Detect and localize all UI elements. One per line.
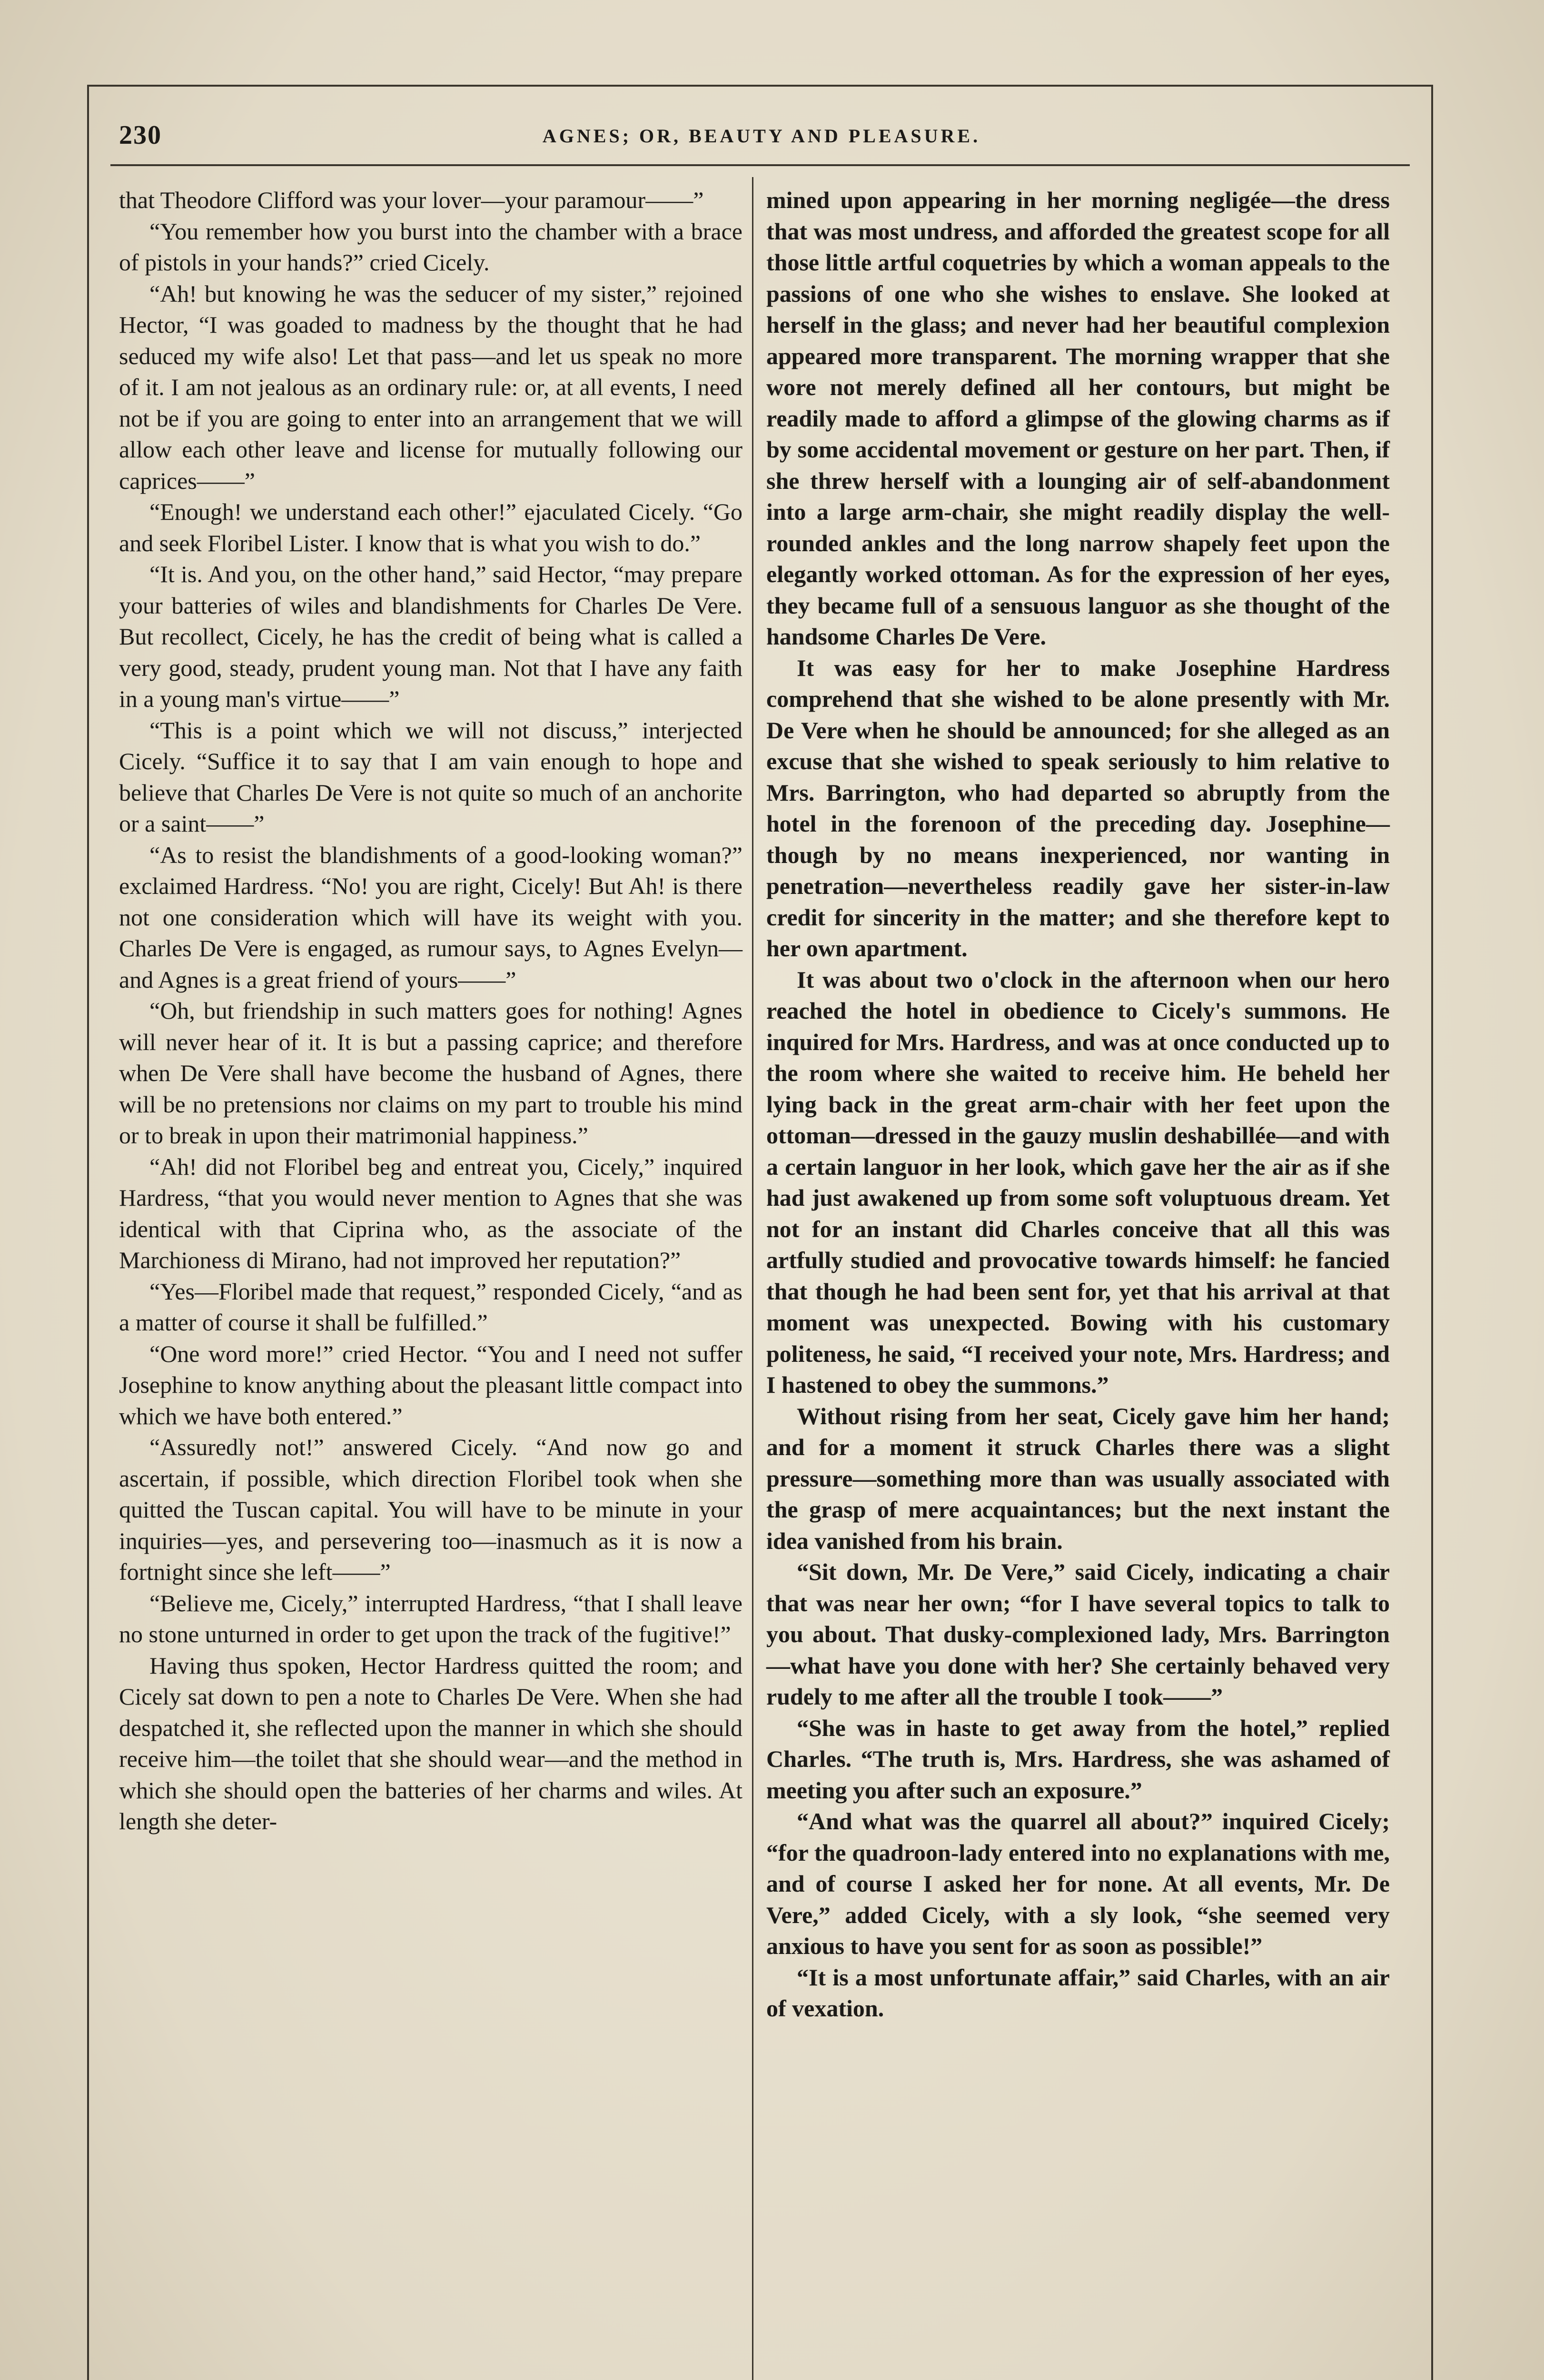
paragraph: “You remember how you burst into the chamber with a brace of pistols in your hands?” cried Cicely. <box>119 218 742 276</box>
paragraph: “Oh, but friendship in such matters goes for nothing! Agnes will never hear of it. It is but a passing caprice; and therefore when De Vere shall have become the husband of Agnes, there will be no pretensions nor claims on my part to trouble his mind or to break in upon their matrimonial happiness.” <box>119 997 742 1149</box>
paragraph: “Believe me, Cicely,” interrupted Hardress, “that I shall leave no stone unturned in order to get upon the track of the fugitive!” <box>119 1589 742 1647</box>
paragraph: Without rising from her seat, Cicely gave him her hand; and for a moment it struck Charles there was a slight pressure—something more than was usually associated with the grasp of mere acquaintances; but the next instant the idea vanished from his brain. <box>766 1402 1390 1554</box>
paragraph: “Yes—Floribel made that request,” responded Cicely, “and as a matter of course it shall be fulfilled.” <box>119 1278 742 1336</box>
paragraph: “And what was the quarrel all about?” inquired Cicely; “for the quadroon-lady entered into no explanations with me, and of course I asked her for none. At all events, Mr. De Vere,” added Cicely, with a sly look, “she seemed very anxious to have you sent for as soon as possible!” <box>766 1808 1390 1959</box>
paragraph: “Ah! did not Floribel beg and entreat you, Cicely,” inquired Hardress, “that you would never mention to Agnes that she was identical with that Ciprina who, as the associate of the Marchioness di Mirano, had not improved her reputation?” <box>119 1153 742 1273</box>
left-column <box>119 185 742 1837</box>
paragraph: “Sit down, Mr. De Vere,” said Cicely, indicating a chair that was near her own; “for I have several topics to talk to you about. That dusky-complexioned lady, Mrs. Barrington—what have you done with her? She certainly behaved very rudely to me after all the trouble I took——” <box>766 1558 1390 1710</box>
paragraph: Having thus spoken, Hector Hardress quitted the room; and Cicely sat down to pen a note to Charles De Vere. When she had despatched it, she reflected upon the manner in which she should receive him—the toilet that she should wear—and the method in which she should open the batteries of her charms and wiles. At length she deter- <box>119 1652 742 1835</box>
paragraph: It was about two o'clock in the afternoon when our hero reached the hotel in obedience to Cicely's summons. He inquired for Mrs. Hardress, and was at once conducted up to the room where she waited to receive him. He beheld her lying back in the great arm-chair with her feet upon the ottoman—dressed in the gauzy muslin deshabillée—and with a certain languor in her look, which gave her the air as if she had just awakened up from some soft voluptuous dream. Yet not for an instant did Charles conceive that all this was artfully studied and provocative towards himself: he fancied that though he had been sent for, yet that his arrival at that moment was unexpected. Bowing with his customary politeness, he said, “I received your note, Mrs. Hardress; and I hastened to obey the summons.” <box>766 966 1390 1398</box>
paragraph: “Enough! we understand each other!” ejaculated Cicely. “Go and seek Floribel Lister. I know that is what you wish to do.” <box>119 498 742 556</box>
paragraph: “It is a most unfortunate affair,” said Charles, with an air of vexation. <box>766 1964 1390 2022</box>
running-title: AGNES; OR, BEAUTY AND PLEASURE. <box>542 125 981 147</box>
paragraph: “Assuredly not!” answered Cicely. “And now go and ascertain, if possible, which direction Floribel took when she quitted the Tuscan capital. You will have to be minute in your inquiries—yes, and persevering too—inasmuch as it is now a fortnight since she left——” <box>119 1434 742 1585</box>
page-number: 230 <box>119 120 162 150</box>
page-header <box>119 120 1404 158</box>
paragraph: “As to resist the blandishments of a good-looking woman?” exclaimed Hardress. “No! you are right, Cicely! But Ah! is there not one consideration which will have its weight with you. Charles De Vere is engaged, as rumour says, to Agnes Evelyn—and Agnes is a great friend of yours——” <box>119 841 742 993</box>
paragraph: “This is a point which we will not discuss,” interjected Cicely. “Suffice it to say that I am vain enough to hope and believe that Charles De Vere is not quite so much of an anchorite or a saint——” <box>119 716 742 837</box>
paragraph: It was easy for her to make Josephine Hardress comprehend that she wished to be alone presently with Mr. De Vere when he should be announced; for she alleged as an excuse that she wished to speak seriously to him relative to Mrs. Barrington, who had departed so abruptly from the hotel in the forenoon of the preceding day. Josephine—though by no means inexperienced, nor wanting in penetration—nevertheless readily gave her sister-in-law credit for sincerity in the matter; and she therefore kept to her own apartment. <box>766 654 1390 962</box>
paragraph: “Ah! but knowing he was the seducer of my sister,” rejoined Hector, “I was goaded to madness by the thought that he had seduced my wife also! Let that pass—and let us speak no more of it. I am not jealous as an ordinary rule: or, at all events, I need not be if you are going to enter into an arrangement that we will allow each other leave and license for mutually following our caprices——” <box>119 280 742 494</box>
paragraph: “She was in haste to get away from the hotel,” replied Charles. “The truth is, Mrs. Hardress, she was ashamed of meeting you after such an exposure.” <box>766 1714 1390 1804</box>
header-rule <box>110 164 1410 166</box>
column-divider <box>752 177 753 2380</box>
paragraph: “It is. And you, on the other hand,” said Hector, “may prepare your batteries of wiles and blandishments for Charles De Vere. But recollect, Cicely, he has the credit of being what is called a very good, steady, prudent young man. Not that I have any faith in a young man's virtue——” <box>119 561 742 712</box>
paragraph: “One word more!” cried Hector. “You and I need not suffer Josephine to know anything about the pleasant little compact into which we have both entered.” <box>119 1340 742 1429</box>
right-column <box>766 185 1390 2024</box>
paragraph: mined upon appearing in her morning negligée—the dress that was most undress, and afforded the greatest scope for all those little artful coquetries by which a woman appeals to the passions of one who she wishes to enslave. She looked at herself in the glass; and never had her beautiful complexion appeared more transparent. The morning wrapper that she wore not merely defined all her contours, but might be readily made to afford a glimpse of the glowing charms as if by some accidental movement or gesture on her part. Then, if she threw herself with a lounging air of self-abandonment into a large arm-chair, she might readily display the well-rounded ankles and the long narrow shapely feet upon the elegantly worked ottoman. As for the expression of her eyes, they became full of a sensuous languor as she thought of the handsome Charles De Vere. <box>766 187 1390 650</box>
paragraph: that Theodore Clifford was your lover—your paramour——” <box>119 187 704 213</box>
